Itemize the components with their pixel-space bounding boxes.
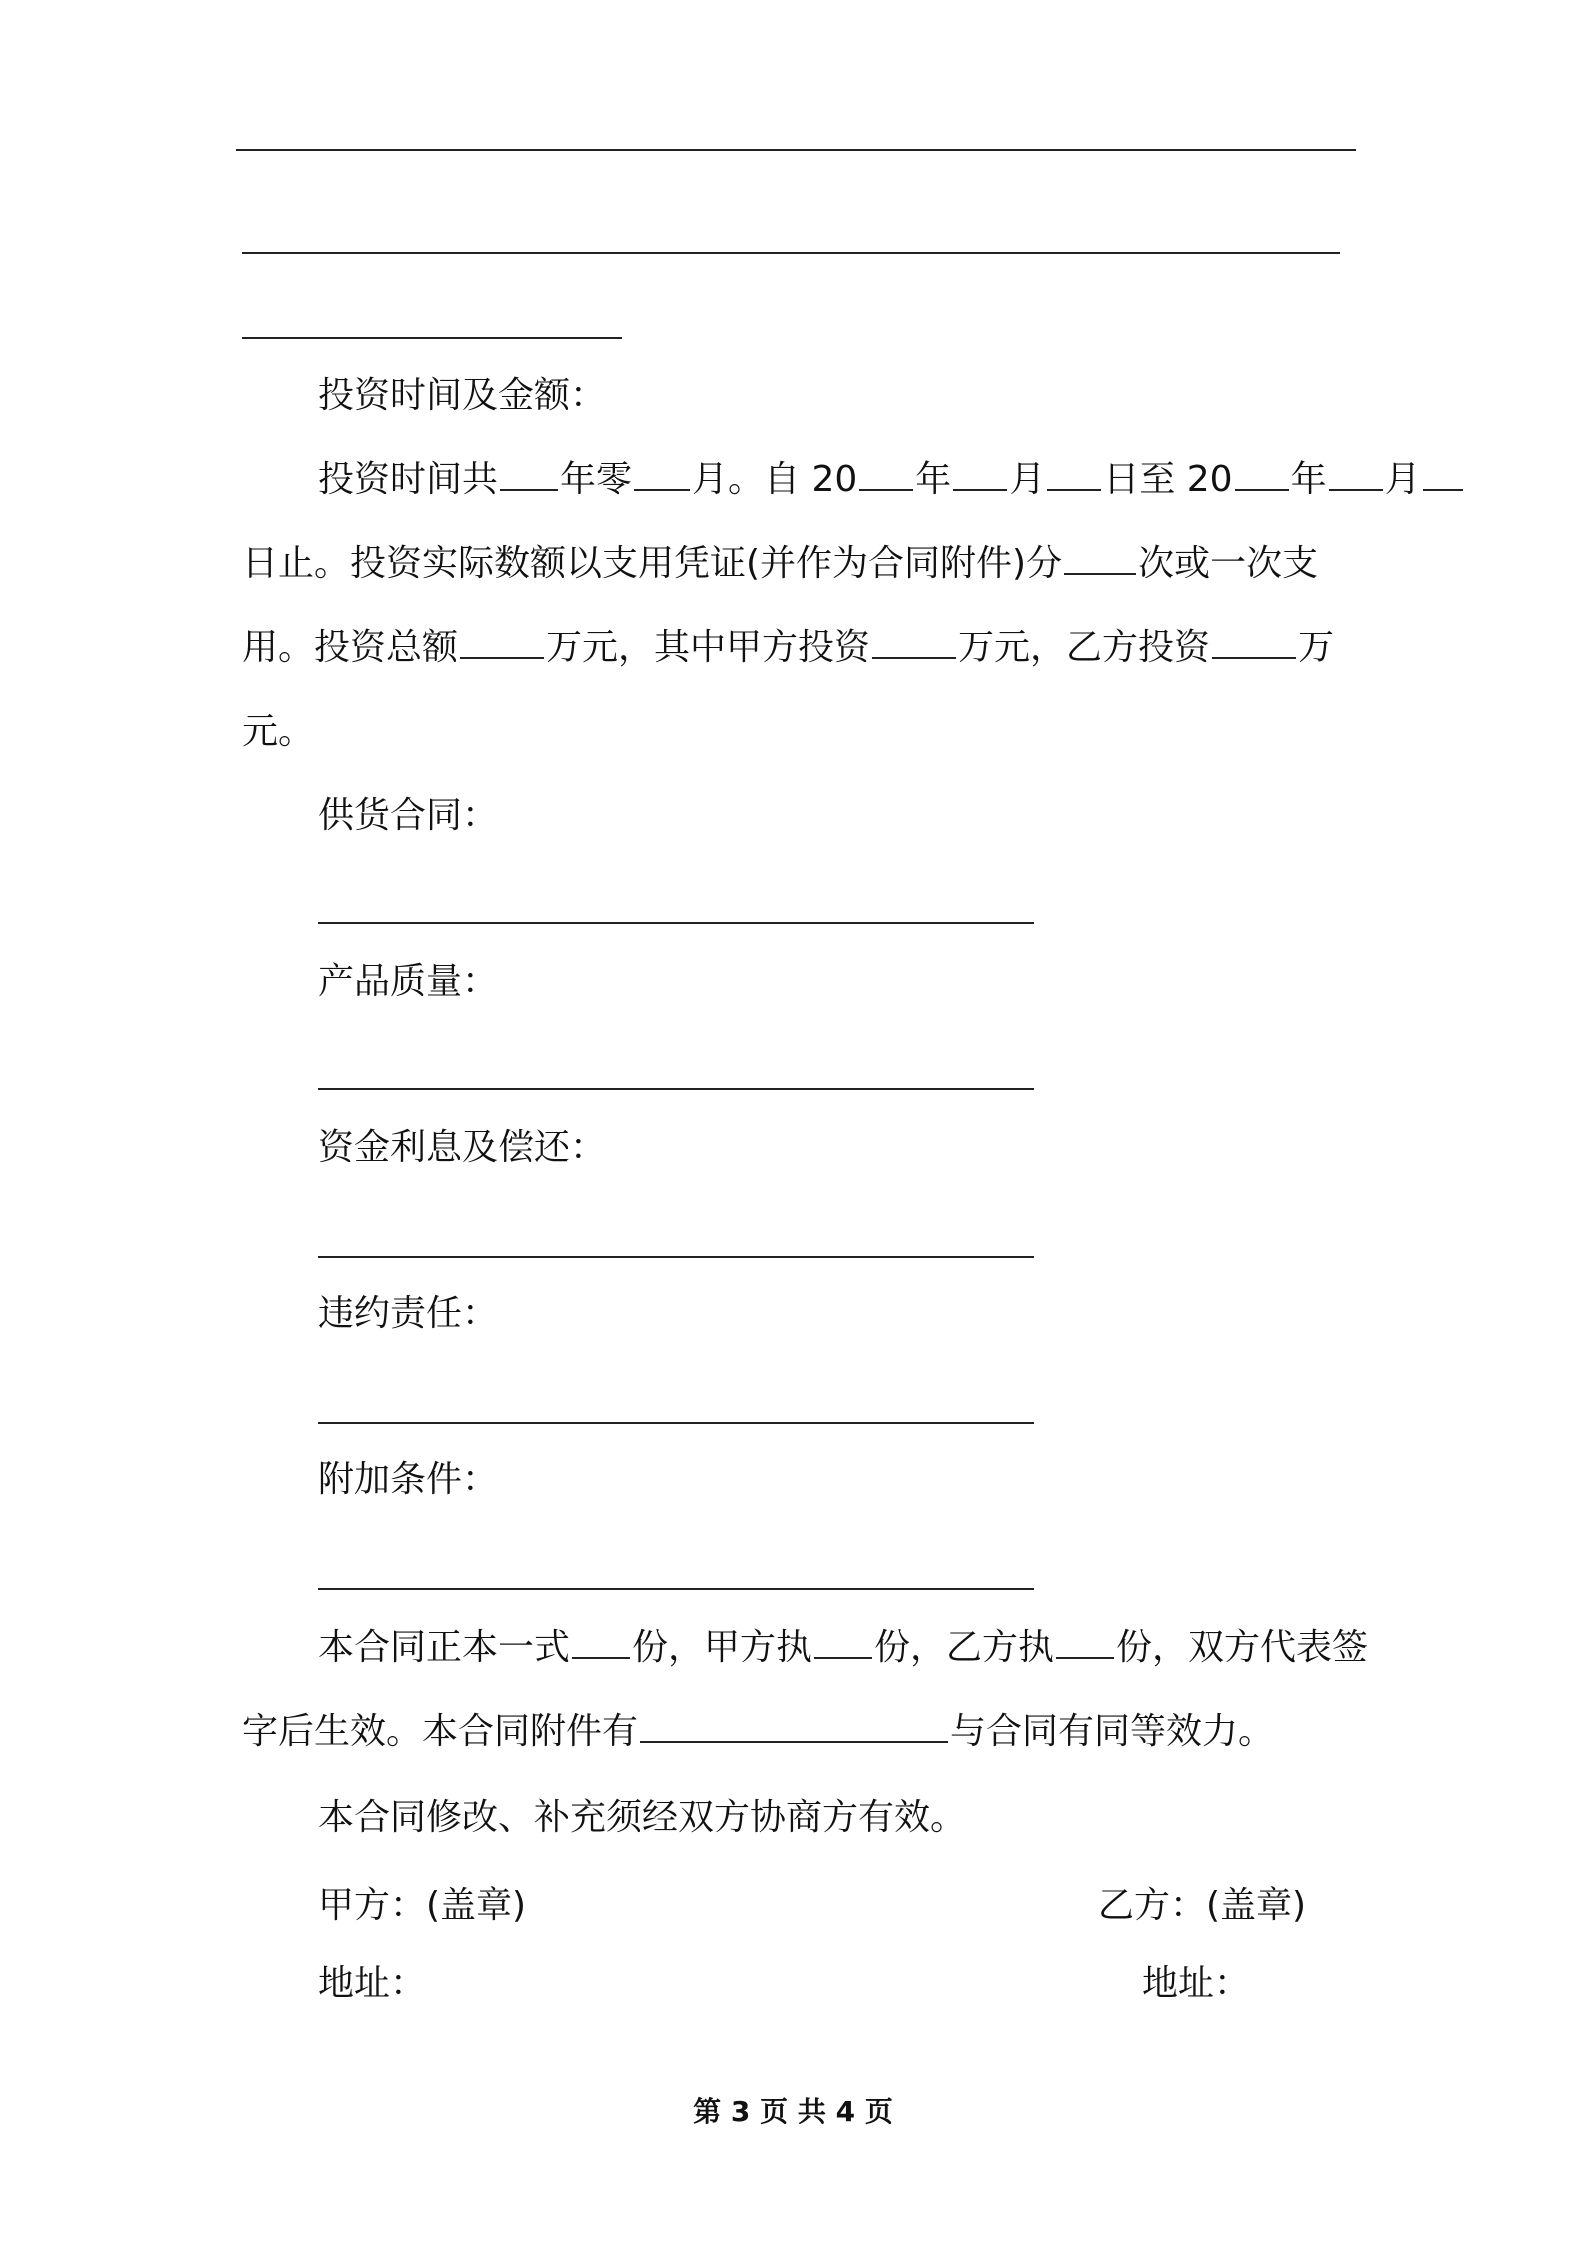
blank-line bbox=[242, 252, 1340, 254]
blank-field bbox=[1056, 1627, 1114, 1659]
blank-field bbox=[634, 459, 690, 491]
blank-line bbox=[318, 1088, 1034, 1090]
heading-interest: 资金利息及偿还： bbox=[318, 1127, 607, 1168]
blank-field bbox=[460, 627, 544, 659]
blank-field bbox=[1064, 543, 1136, 575]
blank-field bbox=[500, 459, 558, 491]
party-a-seal: 甲方：(盖章) bbox=[318, 1885, 527, 1926]
blank-line bbox=[318, 1256, 1034, 1258]
blank-field bbox=[1329, 459, 1383, 491]
blank-field bbox=[1047, 459, 1101, 491]
copies-line-1: 本合同正本一式 份，甲方执 份，乙方执 份，双方代表签 bbox=[318, 1627, 1369, 1668]
blank-line bbox=[242, 337, 622, 339]
blank-line bbox=[318, 1588, 1034, 1590]
party-b-address: 地址： bbox=[1142, 1963, 1251, 2004]
heading-quality: 产品质量： bbox=[318, 961, 499, 1002]
blank-field bbox=[814, 1627, 872, 1659]
header-rule bbox=[236, 149, 1356, 151]
heading-invest: 投资时间及金额： bbox=[318, 375, 607, 416]
blank-field bbox=[1235, 459, 1289, 491]
heading-supply: 供货合同： bbox=[318, 795, 499, 836]
blank-field bbox=[872, 627, 956, 659]
party-b-seal: 乙方：(盖章) bbox=[1098, 1885, 1307, 1926]
blank-field bbox=[1423, 459, 1463, 491]
blank-field bbox=[640, 1711, 948, 1743]
blank-line bbox=[318, 922, 1034, 924]
invest-line-4: 元。 bbox=[242, 711, 315, 752]
invest-line-3: 用。投资总额 万元，其中甲方投资 万元，乙方投资 万 bbox=[242, 627, 1335, 668]
blank-line bbox=[318, 1422, 1034, 1424]
page-number: 第 3 页 共 4 页 bbox=[693, 2095, 893, 2128]
amend-clause: 本合同修改、补充须经双方协商方有效。 bbox=[318, 1797, 967, 1838]
blank-field bbox=[953, 459, 1007, 491]
invest-line-2: 日止。投资实际数额以支用凭证(并作为合同附件)分 次或一次支 bbox=[242, 543, 1319, 584]
blank-field bbox=[1212, 627, 1296, 659]
blank-field bbox=[859, 459, 913, 491]
party-a-address: 地址： bbox=[318, 1963, 427, 2004]
heading-breach: 违约责任： bbox=[318, 1293, 499, 1334]
heading-extra: 附加条件： bbox=[318, 1459, 499, 1500]
blank-field bbox=[572, 1627, 630, 1659]
invest-line-1: 投资时间共 年零 月。自 20 年 月 日至 20 年 月 bbox=[318, 458, 1465, 502]
copies-line-2: 字后生效。本合同附件有 与合同有同等效力。 bbox=[242, 1711, 1275, 1752]
